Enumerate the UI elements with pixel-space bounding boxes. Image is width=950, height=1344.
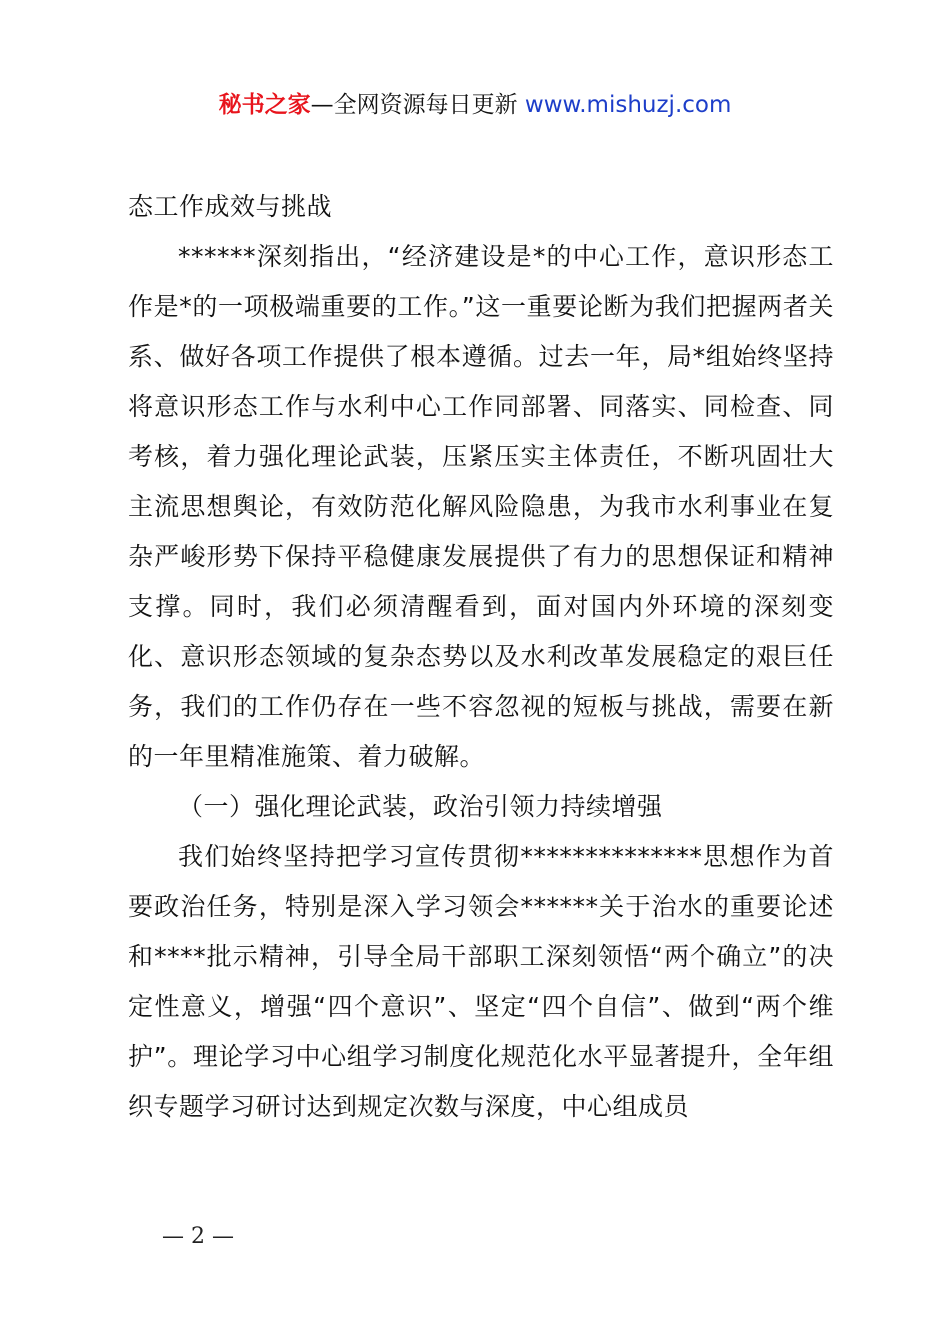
site-brand: 秘书之家 xyxy=(218,92,311,118)
paragraph-theory: 我们始终坚持把学习宣传贯彻**************思想作为首要政治任务，特别是深入学习领会******关于治水的重要论述和****批示精神，引导全局干部职工深刻领悟“两个确立”的决定性意义，增强“四个意识”、坚定“四个自信”、做到“两个维护”。理论学习中心组学习制度化规范化水平显著提升，全年组织专题学习研讨达到规定次数与深度，中心组成员 xyxy=(128,842,834,1121)
page-number: — 2 — xyxy=(162,1224,234,1249)
site-header xyxy=(0,88,950,122)
paragraph-intro: ******深刻指出，“经济建设是*的中心工作，意识形态工作是*的一项极端重要的工作。”这一重要论断为我们把握两者关系、做好各项工作提供了根本遵循。过去一年，局*组始终坚持将意识形态工作与水利中心工作同部署、同落实、同检查、同考核，着力强化理论武装，压紧压实主体责任，不断巩固壮大主流思想舆论，有效防范化解风险隐患，为我市水利事业在复杂严峻形势下保持平稳健康发展提供了有力的思想保证和精神支撑。同时，我们必须清醒看到，面对国内外环境的深刻变化、意识形态领域的复杂态势以及水利改革发展稳定的艰巨任务，我们的工作仍存在一些不容忽视的短板与挑战，需要在新的一年里精准施策、着力破解。 xyxy=(128,242,834,771)
continued-line: 态工作成效与挑战 xyxy=(128,192,333,221)
site-url-link[interactable]: www.mishuzj.com xyxy=(524,92,732,118)
site-tagline: —全网资源每日更新 xyxy=(310,92,525,118)
section-heading: （一）强化理论武装，政治引领力持续增强 xyxy=(178,792,663,821)
document-body xyxy=(128,182,834,1132)
